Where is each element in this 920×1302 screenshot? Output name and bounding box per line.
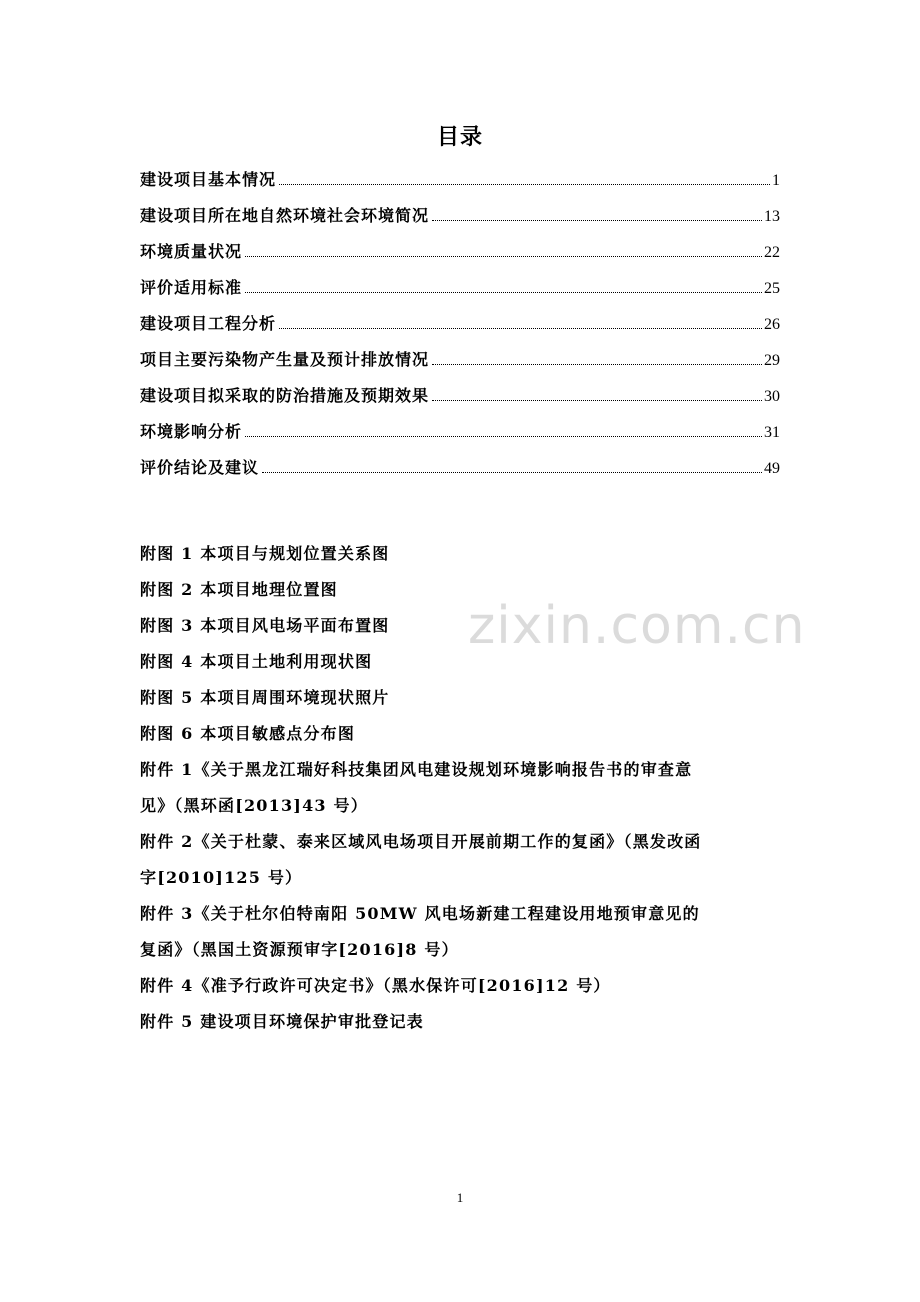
page-number: 1: [456, 1190, 464, 1205]
table-of-contents: [140, 164, 780, 488]
toc-entry[interactable]: [140, 344, 780, 380]
appendix-attachment-line: 附件 2《关于杜蒙、泰来区域风电场项目开展前期工作的复函》（黑发改函: [140, 832, 702, 851]
toc-entry[interactable]: [140, 380, 780, 416]
toc-entry-title: 项目主要污染物产生量及预计排放情况: [140, 350, 430, 369]
toc-dot-leader: [279, 184, 770, 185]
appendix-attachment-line: 字[2010]125 号）: [140, 868, 303, 887]
toc-entry-title: 评价结论及建议: [140, 458, 260, 477]
toc-entry-page: 29: [764, 352, 780, 369]
toc-entry[interactable]: [140, 200, 780, 236]
toc-dot-leader: [245, 436, 762, 437]
toc-entry-page: 1: [772, 172, 780, 189]
toc-entry-page: 25: [764, 280, 780, 297]
toc-dot-leader: [432, 364, 762, 365]
toc-entry-title: 评价适用标准: [140, 278, 243, 297]
appendix-attachment-line: 附件 4《准予行政许可决定书》（黑水保许可[2016]12 号）: [140, 976, 611, 995]
appendix-attachment-line: 附件 3《关于杜尔伯特南阳 50MW 风电场新建工程建设用地预审意见的: [140, 904, 700, 923]
toc-entry[interactable]: [140, 272, 780, 308]
toc-dot-leader: [432, 220, 762, 221]
toc-entry[interactable]: [140, 164, 780, 200]
toc-entry-title: 建设项目所在地自然环境社会环境简况: [140, 206, 430, 225]
toc-entry-page: 31: [764, 424, 780, 441]
toc-dot-leader: [432, 400, 762, 401]
toc-entry[interactable]: [140, 236, 780, 272]
toc-entry-title: 建设项目基本情况: [140, 170, 277, 189]
toc-entry[interactable]: [140, 308, 780, 344]
toc-entry-title: 环境质量状况: [140, 242, 243, 261]
appendix-attachment-line: 附件 1《关于黑龙江瑞好科技集团风电建设规划环境影响报告书的审查意: [140, 760, 693, 779]
toc-dot-leader: [262, 472, 762, 473]
document-title: 目录: [436, 124, 483, 150]
appendix-attachment-line: 复函》（黑国土资源预审字[2016]8 号）: [140, 940, 459, 959]
toc-entry-page: 22: [764, 244, 780, 261]
appendix-list: [140, 536, 785, 1040]
toc-entry-page: 30: [764, 388, 780, 405]
appendix-figure-item: 附图 3 本项目风电场平面布置图: [140, 616, 390, 635]
toc-entry-title: 建设项目拟采取的防治措施及预期效果: [140, 386, 430, 405]
toc-entry-page: 26: [764, 316, 780, 333]
toc-entry-title: 建设项目工程分析: [140, 314, 277, 333]
toc-entry-page: 49: [764, 460, 780, 477]
toc-entry-page: 13: [764, 208, 780, 225]
toc-dot-leader: [279, 328, 762, 329]
appendix-figure-item: 附图 1 本项目与规划位置关系图: [140, 544, 390, 563]
toc-dot-leader: [245, 256, 762, 257]
toc-entry[interactable]: [140, 452, 780, 488]
appendix-figure-item: 附图 6 本项目敏感点分布图: [140, 724, 356, 743]
appendix-figure-item: 附图 5 本项目周围环境现状照片: [140, 688, 390, 707]
toc-entry[interactable]: [140, 416, 780, 452]
watermark-text: zixin.com.cn: [468, 596, 806, 656]
appendix-attachment-line: 附件 5 建设项目环境保护审批登记表: [140, 1012, 424, 1031]
appendix-figure-item: 附图 2 本项目地理位置图: [140, 580, 338, 599]
appendix-figure-item: 附图 4 本项目土地利用现状图: [140, 652, 373, 671]
toc-dot-leader: [245, 292, 762, 293]
appendix-attachment-line: 见》（黑环函[2013]43 号）: [140, 796, 368, 815]
toc-entry-title: 环境影响分析: [140, 422, 243, 441]
